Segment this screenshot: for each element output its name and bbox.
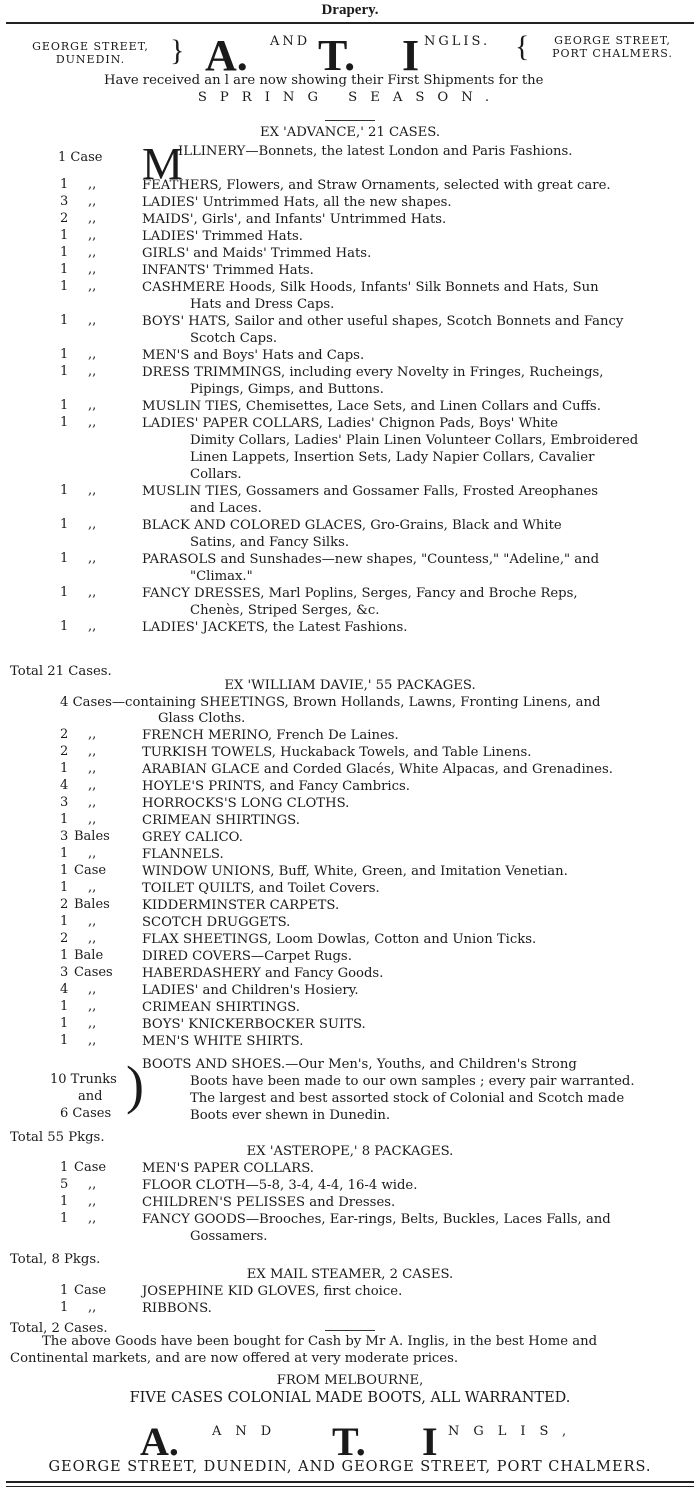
item-continuation: Dimity Collars, Ladies' Plain Linen Volunteer Collars, Embroidered [190,433,639,448]
footer-boots: FIVE CASES COLONIAL MADE BOOTS, ALL WARRANTED. [129,1390,571,1406]
item-description: ARABIAN GLACE and Corded Glacés, White Alpacas, and Grenadines. [142,762,613,777]
item-qty: 1 [60,228,69,243]
right-brace: { [515,30,530,63]
item-unit: ,, [88,999,97,1014]
item-unit: Bales [74,897,110,912]
item-qty: 1 [60,761,69,776]
item-description: RIBBONS. [142,1301,212,1316]
item-qty: 4 [60,982,69,997]
item-continuation: Gossamers. [190,1229,268,1244]
item-unit: ,, [88,313,97,328]
item-description: FRENCH MERINO, French De Laines. [142,728,399,743]
advance-first-desc: ILLINERY—Bonnets, the latest London and Paris Fashions. [178,144,573,159]
item-unit: ,, [88,347,97,362]
item-description: KIDDERMINSTER CARPETS. [142,898,340,913]
item-qty: 1 [60,999,69,1014]
item-continuation: Satins, and Fancy Silks. [190,535,350,550]
item-qty: 5 [60,1177,69,1192]
firm-and: AND [270,34,311,49]
item-unit: ,, [88,585,97,600]
footer-firm-t: T. [332,1419,366,1464]
item-qty: 1 [60,812,69,827]
item-description: BOYS' HATS, Sailor and other useful shapes, Scotch Bonnets and Fancy [142,314,624,329]
william-davie-total: Total 55 Pkgs. [10,1130,105,1145]
item-unit: ,, [88,982,97,997]
item-continuation: Linen Lappets, Insertion Sets, Lady Napier Collars, Cavalier [190,450,595,465]
boots-line-4: Boots ever shewn in Dunedin. [190,1108,391,1123]
boots-qty-and: and [78,1089,103,1104]
item-description: MEN'S WHITE SHIRTS. [142,1034,304,1049]
season-title: SPRING SEASON. [197,90,503,105]
item-description: MUSLIN TIES, Gossamers and Gossamer Falls, Frosted Areophanes [142,484,599,499]
item-unit: ,, [88,398,97,413]
item-qty: 1 [60,619,69,634]
item-description: MEN'S PAPER COLLARS. [142,1161,314,1176]
item-qty: 1 [60,364,69,379]
william-davie-heading: EX 'WILLIAM DAVIE,' 55 PACKAGES. [224,678,476,693]
item-description: LADIES' PAPER COLLARS, Ladies' Chignon Pads, Boys' White [142,416,558,431]
item-description: LADIES' Trimmed Hats. [142,229,303,244]
item-qty: 1 [60,177,69,192]
william-davie-first-line: 4 Cases—containing SHEETINGS, Brown Hollands, Lawns, Fronting Linens, and [60,695,601,710]
item-unit: ,, [88,517,97,532]
item-unit: ,, [88,761,97,776]
item-unit: ,, [88,778,97,793]
item-description: CRIMEAN SHIRTINGS. [142,1000,300,1015]
advance-total: Total 21 Cases. [10,664,112,679]
item-qty: 1 [60,1300,69,1315]
item-unit: ,, [88,795,97,810]
item-unit: ,, [88,245,97,260]
divider-rule [325,1330,375,1331]
item-unit: Case [74,1160,107,1175]
item-unit: ,, [88,364,97,379]
item-unit: ,, [88,1033,97,1048]
item-description: FANCY DRESSES, Marl Poplins, Serges, Fancy and Broche Reps, [142,586,578,601]
item-unit: ,, [88,211,97,226]
footer-from: FROM MELBOURNE, [276,1373,424,1388]
item-description: LADIES' and Children's Hosiery. [142,983,359,998]
item-description: DRESS TRIMMINGS, including every Novelty in Fringes, Rucheings, [142,365,604,380]
item-description: LADIES' JACKETS, the Latest Fashions. [142,620,408,635]
item-unit: ,, [88,415,97,430]
item-description: BOYS' KNICKERBOCKER SUITS. [142,1017,366,1032]
item-description: FLANNELS. [142,847,224,862]
item-qty: 1 [60,1016,69,1031]
top-rule [6,22,694,24]
item-qty: 1 [60,347,69,362]
item-qty: 3 [60,965,69,980]
divider-rule [325,120,375,121]
section-title: Drapery. [321,2,379,18]
item-unit: ,, [88,483,97,498]
item-unit: ,, [88,619,97,634]
item-qty: 1 [60,880,69,895]
item-description: FLOOR CLOTH—5-8, 3-4, 4-4, 16-4 wide. [142,1178,418,1193]
item-unit: ,, [88,1194,97,1209]
footer-firm-a: A. [140,1419,179,1464]
bottom-rule [6,1481,694,1483]
item-description: TOILET QUILTS, and Toilet Covers. [142,881,380,896]
item-qty: 3 [60,795,69,810]
item-qty: 1 [60,279,69,294]
item-qty: 1 [60,1033,69,1048]
item-unit: ,, [88,744,97,759]
item-continuation: Scotch Caps. [190,331,278,346]
item-description: HOYLE'S PRINTS, and Fancy Cambrics. [142,779,410,794]
item-qty: 1 [60,313,69,328]
footer-note-1: The above Goods have been bought for Cash by Mr A. Inglis, in the best Home and [42,1334,598,1349]
advance-first-qty: 1 Case [58,150,103,165]
item-description: TURKISH TOWELS, Huckaback Towels, and Table Linens. [142,745,532,760]
address-left-street: GEORGE STREET, [32,40,149,53]
item-unit: ,, [88,228,97,243]
item-qty: 3 [60,194,69,209]
item-unit: ,, [88,727,97,742]
item-unit: ,, [88,812,97,827]
item-unit: ,, [88,1300,97,1315]
item-description: FEATHERS, Flowers, and Straw Ornaments, selected with great care. [142,178,611,193]
item-description: CASHMERE Hoods, Silk Hoods, Infants' Silk Bonnets and Hats, Sun [142,280,599,295]
address-left [8,40,173,66]
footer-note-2: Continental markets, and are now offered at very moderate prices. [10,1351,459,1366]
boots-qty-trunks: 10 Trunks [50,1072,117,1087]
item-description: MAIDS', Girls', and Infants' Untrimmed Hats. [142,212,447,227]
item-unit: ,, [88,279,97,294]
item-description: GREY CALICO. [142,830,243,845]
address-left-city: DUNEDIN. [55,53,126,66]
item-unit: Bale [74,948,104,963]
item-unit: ,, [88,931,97,946]
item-unit: ,, [88,914,97,929]
boots-line-3: The largest and best assorted stock of Colonial and Scotch made [190,1091,625,1106]
item-qty: 1 [60,1160,69,1175]
address-right [530,34,695,60]
item-qty: 2 [60,727,69,742]
item-description: FLAX SHEETINGS, Loom Dowlas, Cotton and Union Ticks. [142,932,537,947]
item-qty: 1 [60,1211,69,1226]
left-brace: } [170,34,185,67]
item-qty: 1 [60,245,69,260]
received-line: Have received an l are now showing their First Shipments for the [104,73,544,88]
item-description: MEN'S and Boys' Hats and Caps. [142,348,365,363]
item-qty: 1 [60,846,69,861]
firm-initial-a: A. [205,31,248,80]
firm-initial-i: I [402,31,420,80]
item-unit: ,, [88,551,97,566]
item-continuation: and Laces. [190,501,262,516]
item-qty: 1 [60,398,69,413]
address-right-street: GEORGE STREET, [554,34,671,47]
item-qty: 1 [60,585,69,600]
footer-firm-and: AND [212,1424,286,1439]
item-description: CRIMEAN SHIRTINGS. [142,813,300,828]
item-unit: Case [74,1283,107,1298]
item-qty: 1 [60,863,69,878]
item-qty: 1 [60,948,69,963]
mail-steamer-total: Total, 2 Cases. [10,1321,108,1336]
item-qty: 1 [60,483,69,498]
footer-addresses: GEORGE STREET, DUNEDIN, AND GEORGE STREET, PORT CHALMERS. [48,1459,652,1475]
item-description: BLACK AND COLORED GLACES, Gro-Grains, Black and White [142,518,562,533]
item-qty: 2 [60,897,69,912]
item-description: FANCY GOODS—Brooches, Ear-rings, Belts, Buckles, Laces Falls, and [142,1212,611,1227]
dropcap-m: M [142,138,183,189]
boots-bracket: ) [126,1055,144,1115]
item-qty: 1 [60,517,69,532]
item-unit: ,, [88,1211,97,1226]
item-qty: 4 [60,778,69,793]
item-continuation: "Climax." [190,569,253,584]
item-description: PARASOLS and Sunshades—new shapes, "Countess," "Adeline," and [142,552,600,567]
item-unit: Bales [74,829,110,844]
boots-line-1: BOOTS AND SHOES.—Our Men's, Youths, and Children's Strong [142,1057,577,1072]
boots-line-2: Boots have been made to our own samples ; every pair warranted. [190,1074,635,1089]
item-description: HABERDASHERY and Fancy Goods. [142,966,384,981]
footer-firm-i: I [422,1419,438,1464]
item-qty: 2 [60,931,69,946]
footer-firm-nglis: NGLIS, [448,1424,581,1439]
asterope-total: Total, 8 Pkgs. [10,1252,101,1267]
item-description: JOSEPHINE KID GLOVES, first choice. [142,1284,403,1299]
firm-initial-t: T. [318,31,356,80]
mail-steamer-heading: EX MAIL STEAMER, 2 CASES. [246,1267,454,1282]
advance-heading: EX 'ADVANCE,' 21 CASES. [259,125,441,140]
item-qty: 1 [60,551,69,566]
item-unit: ,, [88,846,97,861]
item-continuation: Collars. [190,467,242,482]
bottom-rule-thin [6,1486,694,1487]
item-description: CHILDREN'S PELISSES and Dresses. [142,1195,396,1210]
item-qty: 2 [60,744,69,759]
item-unit: ,, [88,1016,97,1031]
address-right-city: PORT CHALMERS. [552,47,673,60]
item-qty: 1 [60,262,69,277]
item-description: GIRLS' and Maids' Trimmed Hats. [142,246,372,261]
item-qty: 3 [60,829,69,844]
item-unit: ,, [88,1177,97,1192]
item-unit: ,, [88,880,97,895]
item-continuation: Pipings, Gimps, and Buttons. [190,382,384,397]
item-unit: ,, [88,262,97,277]
item-description: MUSLIN TIES, Chemisettes, Lace Sets, and Linen Collars and Cuffs. [142,399,601,414]
item-description: INFANTS' Trimmed Hats. [142,263,314,278]
item-qty: 1 [60,415,69,430]
item-unit: ,, [88,177,97,192]
item-description: SCOTCH DRUGGETS. [142,915,291,930]
boots-qty-cases: 6 Cases [60,1106,112,1121]
item-qty: 1 [60,914,69,929]
firm-nglis: NGLIS. [424,34,491,49]
item-unit: Case [74,863,107,878]
item-qty: 2 [60,211,69,226]
item-description: DIRED COVERS—Carpet Rugs. [142,949,352,964]
item-continuation: Chenès, Striped Serges, &c. [190,603,380,618]
item-unit: Cases [74,965,113,980]
asterope-heading: EX 'ASTEROPE,' 8 PACKAGES. [246,1144,454,1159]
item-qty: 1 [60,1194,69,1209]
item-qty: 1 [60,1283,69,1298]
item-description: HORROCKS'S LONG CLOTHS. [142,796,350,811]
item-description: LADIES' Untrimmed Hats, all the new shapes. [142,195,452,210]
item-description: WINDOW UNIONS, Buff, White, Green, and Imitation Venetian. [142,864,568,879]
item-continuation: Hats and Dress Caps. [190,297,335,312]
william-davie-first-cont: Glass Cloths. [158,711,246,726]
item-unit: ,, [88,194,97,209]
